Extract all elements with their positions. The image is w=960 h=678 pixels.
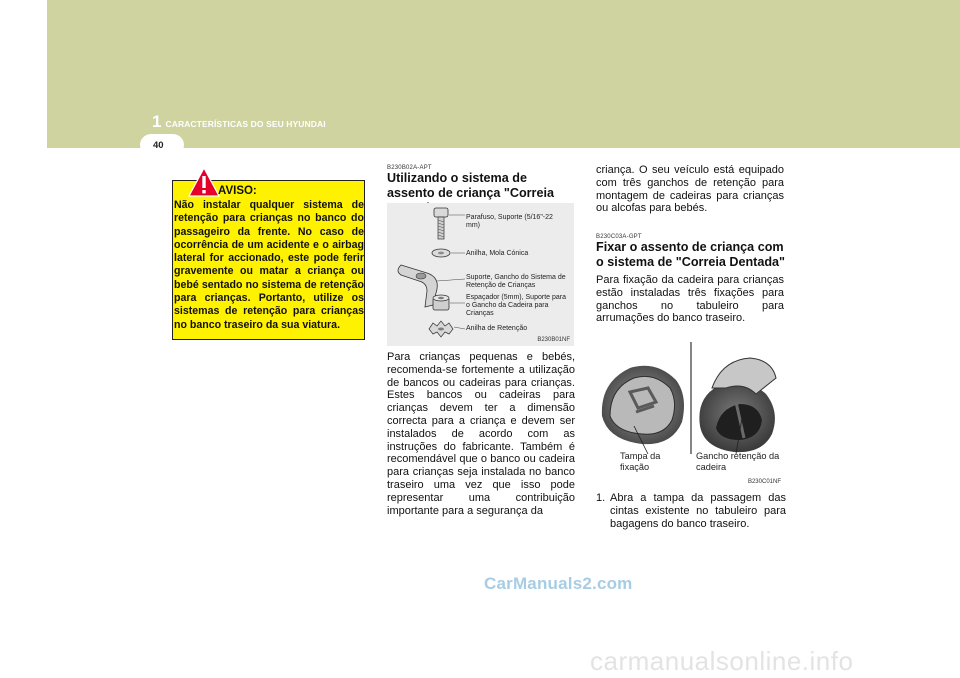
diagram-label-spacer: Espaçador (5mm), Suporte para o Gancho da Cadeira para Crianças <box>466 294 566 317</box>
diagram-label-washer: Anilha, Mola Cónica <box>466 250 529 257</box>
warning-text: Não instalar qualquer sistema de retenção para crianças no banco do passageiro da frente. No caso de ocorrência de um acidente e o airbag lateral for accionado, este pode ferir gravemente ou matar a criança ou bebé sentado no sistema de retenção para crianças. Portanto, utilize os sistemas de retenção para crianças no banco traseiro da sua viatura. <box>174 199 364 331</box>
photo-code: B230C01NF <box>747 479 781 485</box>
chapter-heading <box>152 112 326 132</box>
diagram-label-bolt: Parafuso, Suporte (5/16"-22 mm) <box>466 214 553 229</box>
open-cover-image <box>699 358 776 452</box>
diagram-label-retaining-washer: Anilha de Retenção <box>466 325 528 332</box>
bracket-part <box>398 265 437 307</box>
watermark-carmanuals2[interactable]: CarManuals2.com <box>484 574 633 593</box>
section2-body: Para fixação da cadeira para crianças estão instaladas três fixações para ganchos no tabuleiro para arrumações do banco traseiro. <box>596 274 784 325</box>
spacer-part <box>433 295 449 310</box>
section1-code: B230B02A-APT <box>387 165 432 171</box>
section2-intro: criança. O seu veículo está equipado com três ganchos de retenção para montagem de cadeiras para crianças ou alcofas para bebés. <box>596 164 784 215</box>
warning-title: AVISO: <box>218 185 257 197</box>
anchor-cover-photo <box>596 342 784 488</box>
section1-body: Para crianças pequenas e bebés, recomenda-se fortemente a utilização de bancos ou cadeiras para crianças. Estes bancos ou cadeiras para crianças devem ter a dimensão correcta para a criança e devem ser instalados de acordo com as instruções do fabricante. Também é recomendável que o banco ou cadeira para crianças seja instalada no banco traseiro uma vez que isso pode representar uma contribuição importante para a segurança da <box>387 351 575 517</box>
chapter-number: 1 <box>152 112 162 131</box>
chapter-title: CARACTERÍSTICAS DO SEU HYUNDAI <box>165 119 326 129</box>
bolt-part <box>434 208 448 239</box>
anchor-parts-diagram <box>387 203 574 346</box>
section2-heading: Fixar o assento de criança com o sistema de "Correia Dentada" <box>596 240 786 269</box>
warning-exclamation-icon <box>188 167 220 197</box>
page-number: 40 <box>153 140 164 151</box>
header-left-strip <box>0 0 47 148</box>
retaining-washer-part <box>429 321 453 337</box>
step-item <box>596 492 786 531</box>
diagram-code: B230B01NF <box>537 337 570 343</box>
step-number: 1. <box>596 492 606 504</box>
section1-heading: Utilizando o sistema de assento de criança "Correia <box>387 171 554 200</box>
section2-code: B230C03A-GPT <box>596 234 642 240</box>
header-band <box>0 0 960 148</box>
caption-tether-hook: Gancho retenção da cadeira <box>696 451 780 472</box>
watermark-carmanualsonline[interactable]: carmanualsonline.info <box>590 646 854 676</box>
diagram-label-bracket: Suporte, Gancho do Sistema de Retenção de Crianças <box>466 274 566 289</box>
step-text: Abra a tampa da passagem das cintas existente no tabuleiro para bagagens do banco traseiro. <box>610 492 786 530</box>
spring-washer-part <box>432 249 450 257</box>
caption-anchor-cover: Tampa da fixação <box>620 451 661 472</box>
